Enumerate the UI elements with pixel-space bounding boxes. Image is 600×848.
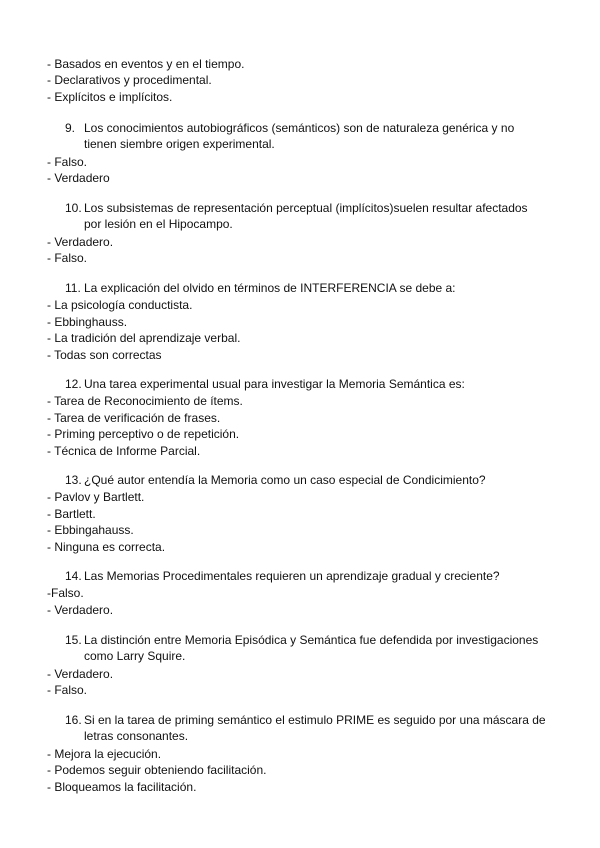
- option-line: - Explícitos e implícitos.: [47, 89, 173, 104]
- question-line: Las Memorias Procedimentales requieren un aprendizaje gradual y creciente?: [84, 569, 500, 583]
- option-line: - Bartlett.: [47, 506, 96, 521]
- option-line: - Ninguna es correcta.: [47, 539, 166, 554]
- option-line: - Todas son correctas: [47, 347, 162, 362]
- option-line: - Podemos seguir obteniendo facilitación.: [47, 763, 267, 778]
- question-line: Los conocimientos autobiográficos (semánticos) son de naturaleza genérica y no: [84, 121, 515, 135]
- question-line: La distinción entre Memoria Episódica y Semántica fue defendida por investigaciones: [84, 633, 539, 647]
- question-text: [47, 712, 560, 745]
- option-line: - Mejora la ejecución.: [47, 746, 162, 761]
- option-line: - Falso.: [47, 683, 88, 698]
- option-line: - Basados en eventos y en el tiempo.: [47, 57, 245, 71]
- option-line: - Tarea de verificación de frases.: [47, 410, 221, 425]
- question-number: 16.: [65, 713, 82, 727]
- option-line: - Verdadero.: [47, 666, 114, 681]
- option-line: - Ebbingahauss.: [47, 523, 134, 538]
- question-14: [47, 568, 560, 618]
- option-line: - Verdadero.: [47, 602, 114, 617]
- question-12: [47, 376, 560, 459]
- question-15: [47, 632, 560, 699]
- question-number: 15.: [65, 633, 82, 647]
- option-line: -Falso.: [47, 586, 84, 601]
- option-line: - Ebbinghauss.: [47, 314, 128, 329]
- question-number: 12.: [65, 377, 82, 391]
- question-16: [47, 712, 560, 795]
- question-line: tienen siembre origen experimental.: [84, 137, 275, 152]
- question-text: [47, 376, 560, 392]
- option-line: - Pavlov y Bartlett.: [47, 490, 145, 505]
- question-text: [47, 472, 560, 488]
- question-9: [47, 120, 560, 187]
- option-line: - Falso.: [47, 154, 88, 169]
- option-line: - Priming perceptivo o de repetición.: [47, 427, 240, 442]
- question-line: letras consonantes.: [84, 729, 189, 744]
- question-text: [47, 280, 560, 296]
- question-line: como Larry Squire.: [84, 649, 186, 664]
- question-10: [47, 200, 560, 267]
- question-13: [47, 472, 560, 555]
- intro-options: [47, 56, 560, 105]
- question-line: por lesión en el Hipocampo.: [84, 217, 233, 232]
- question-number: 13.: [65, 473, 82, 487]
- question-number: 9.: [65, 121, 76, 135]
- question-11: [47, 280, 560, 363]
- question-number: 10.: [65, 201, 82, 215]
- question-text: [47, 632, 560, 665]
- question-number: 11.: [65, 281, 81, 295]
- question-line: Una tarea experimental usual para investigar la Memoria Semántica es:: [84, 377, 465, 391]
- question-text: [47, 120, 560, 153]
- option-line: - Técnica de Informe Parcial.: [47, 443, 201, 458]
- question-line: Los subsistemas de representación perceptual (implícitos)suelen resultar afectados: [84, 201, 528, 215]
- question-line: ¿Qué autor entendía la Memoria como un caso especial de Condicimiento?: [84, 473, 486, 487]
- option-line: - Tarea de Reconocimiento de ítems.: [47, 394, 243, 409]
- option-line: - La tradición del aprendizaje verbal.: [47, 331, 241, 346]
- option-line: - La psicología conductista.: [47, 298, 193, 313]
- question-number: 14.: [65, 569, 82, 583]
- option-line: - Verdadero: [47, 171, 110, 186]
- question-text: [47, 568, 560, 584]
- option-line: - Declarativos y procedimental.: [47, 73, 212, 88]
- option-line: - Falso.: [47, 251, 88, 266]
- option-line: - Bloqueamos la facilitación.: [47, 779, 197, 794]
- question-line: La explicación del olvido en términos de INTERFERENCIA se debe a:: [84, 281, 456, 295]
- option-line: - Verdadero.: [47, 234, 114, 249]
- question-line: Si en la tarea de priming semántico el estimulo PRIME es seguido por una máscara de: [84, 713, 546, 727]
- question-text: [47, 200, 560, 233]
